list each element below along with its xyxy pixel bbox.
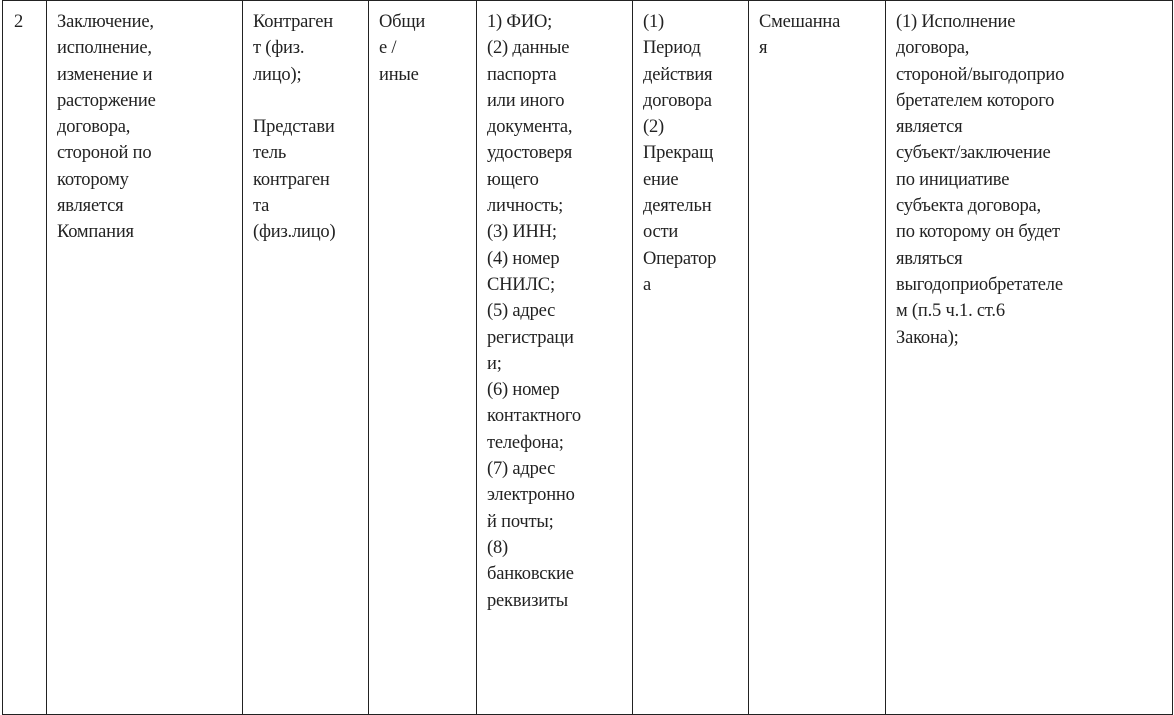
cell-text-line: документа, bbox=[487, 117, 573, 138]
cell-text-line: регистраци bbox=[487, 327, 574, 348]
cell-text-line: контактного bbox=[487, 406, 581, 427]
retention-cell bbox=[633, 1, 749, 715]
cell-text-line: договора, bbox=[57, 117, 131, 138]
cell-text-line: реквизиты bbox=[487, 590, 569, 611]
cell-text-line: субъект/заключение bbox=[896, 143, 1051, 164]
cell-text-line: договора, bbox=[896, 38, 970, 59]
cell-text-line: является bbox=[896, 117, 963, 138]
cell-text-line: а bbox=[643, 274, 652, 295]
cell-text-line: или иного bbox=[487, 90, 565, 111]
cell-text-line: договора bbox=[643, 90, 712, 111]
cell-text-line: й почты; bbox=[487, 511, 554, 532]
cell-text-line: Контраген bbox=[253, 12, 333, 32]
cell-text-line: т (физ. bbox=[253, 38, 305, 59]
cell-text-line: тель bbox=[253, 143, 287, 164]
cell-text-line: лицо); bbox=[253, 64, 302, 85]
processing-method-cell bbox=[749, 1, 886, 715]
cell-text-line: по которому он будет bbox=[896, 222, 1060, 243]
cell-text-line: расторжение bbox=[57, 90, 156, 111]
cell-text-line: являться bbox=[896, 248, 963, 269]
row-number-cell bbox=[3, 1, 47, 715]
cell-text-line: (7) адрес bbox=[487, 459, 556, 480]
cell-text-line: выгодоприобретателе bbox=[896, 274, 1063, 295]
cell-text-line: Оператор bbox=[643, 248, 717, 269]
cell-text-line: ости bbox=[643, 222, 679, 243]
purpose-cell bbox=[47, 1, 243, 715]
cell-text-line: Представи bbox=[253, 117, 335, 138]
cell-text-line: (2) данные bbox=[487, 38, 570, 59]
cell-text-line: я bbox=[759, 38, 768, 59]
data-list-cell bbox=[477, 1, 633, 715]
cell-text-line: действия bbox=[643, 64, 713, 85]
cell-text-line: (2) bbox=[643, 117, 664, 138]
cell-text-line: бретателем которого bbox=[896, 90, 1055, 111]
legal-basis-cell bbox=[886, 1, 1173, 715]
cell-text-line: Общи bbox=[379, 12, 426, 32]
cell-text-line: по инициативе bbox=[896, 169, 1010, 190]
cell-text-line: Прекращ bbox=[643, 143, 714, 164]
cell-text-line: Закона); bbox=[896, 327, 959, 348]
cell-text-line: ение bbox=[643, 169, 679, 190]
cell-text-line: (3) ИНН; bbox=[487, 222, 557, 243]
cell-text-line: банковские bbox=[487, 564, 574, 585]
paragraph-gap bbox=[253, 88, 362, 114]
cell-text-line: и; bbox=[487, 353, 502, 374]
cell-text-line: Период bbox=[643, 38, 701, 59]
cell-text-line: иные bbox=[379, 64, 419, 85]
cell-text-line: личность; bbox=[487, 196, 564, 217]
cell-text-line: которому bbox=[57, 169, 129, 190]
cell-text-line: СНИЛС; bbox=[487, 274, 555, 295]
cell-text-line: ющего bbox=[487, 169, 539, 190]
cell-text-line: исполнение, bbox=[57, 38, 152, 59]
cell-text-line: изменение и bbox=[57, 64, 153, 85]
cell-text-line: (5) адрес bbox=[487, 301, 556, 322]
cell-text-line: удостоверя bbox=[487, 143, 573, 164]
subjects-cell bbox=[243, 1, 369, 715]
cell-text-line: (6) номер bbox=[487, 380, 560, 401]
cell-text-line: м (п.5 ч.1. ст.6 bbox=[896, 301, 1005, 322]
cell-text-line: е / bbox=[379, 38, 397, 59]
cell-text-line: 1) ФИО; bbox=[487, 12, 553, 32]
cell-text-line: контраген bbox=[253, 169, 330, 190]
row-number: 2 bbox=[14, 12, 24, 32]
processing-table bbox=[2, 0, 1173, 715]
cell-text-line: стороной/выгодоприо bbox=[896, 64, 1065, 85]
cell-text-line: (8) bbox=[487, 537, 508, 558]
cell-text-line: деятельн bbox=[643, 196, 712, 217]
cell-text-line: Смешанна bbox=[759, 12, 841, 32]
cell-text-line: субъекта договора, bbox=[896, 196, 1041, 217]
cell-text-line: электронно bbox=[487, 485, 575, 506]
cell-text-line: (4) номер bbox=[487, 248, 560, 269]
cell-text-line: стороной по bbox=[57, 143, 152, 164]
cell-text-line: (физ.лицо) bbox=[253, 222, 336, 243]
cell-text-line: та bbox=[253, 196, 270, 217]
cell-text-line: телефона; bbox=[487, 432, 564, 453]
cell-text-line: является bbox=[57, 196, 124, 217]
table-row bbox=[3, 1, 1173, 715]
cell-text-line: (1) bbox=[643, 12, 664, 32]
cell-text-line: Заключение, bbox=[57, 12, 154, 32]
cell-text-line: паспорта bbox=[487, 64, 557, 85]
cell-text-line: (1) Исполнение bbox=[896, 12, 1016, 32]
cell-text-line: Компания bbox=[57, 222, 134, 243]
data-category-cell bbox=[369, 1, 477, 715]
